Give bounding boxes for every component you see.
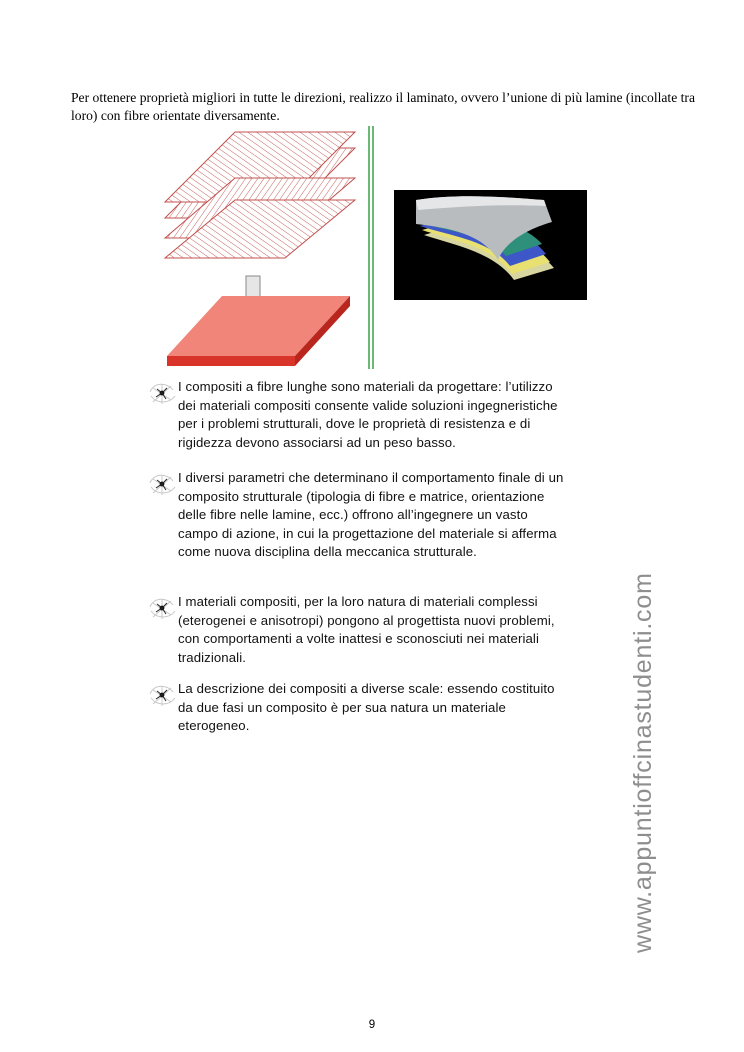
vertical-divider bbox=[366, 126, 376, 369]
spider-icon bbox=[145, 378, 179, 408]
bullet-text: I compositi a fibre lunghe sono materiali da progettare: l’utilizzo dei materiali compositi consente valide soluzioni ingegneristiche per i problemi strutturali, dove le proprietà di resistenza e di rigidezza devono associarsi ad un peso basso. bbox=[178, 379, 558, 450]
composite-layers-photo bbox=[394, 190, 587, 300]
bullet-text: La descrizione dei compositi a diverse scale: essendo costituito da due fasi un composito è per sua natura un materiale eterogeneo. bbox=[178, 681, 555, 733]
spider-icon bbox=[145, 593, 179, 623]
bullet-item bbox=[145, 593, 565, 667]
bullet-item bbox=[145, 378, 565, 452]
bullet-item bbox=[145, 680, 565, 736]
spider-icon bbox=[145, 469, 179, 499]
bullet-text: I materiali compositi, per la loro natura di materiali complessi (eterogenei e anisotropi) pongono al progettista nuovi problemi, con comportamenti a volte inattesi e sconosciuti nei materiali tradizionali. bbox=[178, 594, 555, 665]
spider-icon bbox=[145, 680, 179, 710]
lamina-stack-figure bbox=[160, 126, 360, 372]
page-number: 9 bbox=[368, 1019, 376, 1031]
intro-paragraph: Per ottenere proprietà migliori in tutte le direzioni, realizzo il laminato, ovvero l’unione di più lamine (incollate tra loro) con fibre orientate diversamente. bbox=[71, 90, 695, 123]
laminate-block bbox=[167, 296, 350, 366]
watermark: www.appuntioffcinastudenti.com bbox=[629, 572, 657, 953]
bullet-text: I diversi parametri che determinano il comportamento finale di un composito strutturale (tipologia di fibre e matrice, orientazione delle fibre nelle lamine, ecc.) offrono all’ingegnere un vasto campo di azione, in cui la progettazione del materiale si afferma come nuova disciplina della meccanica strutturale. bbox=[178, 470, 564, 559]
bullet-item bbox=[145, 469, 565, 562]
